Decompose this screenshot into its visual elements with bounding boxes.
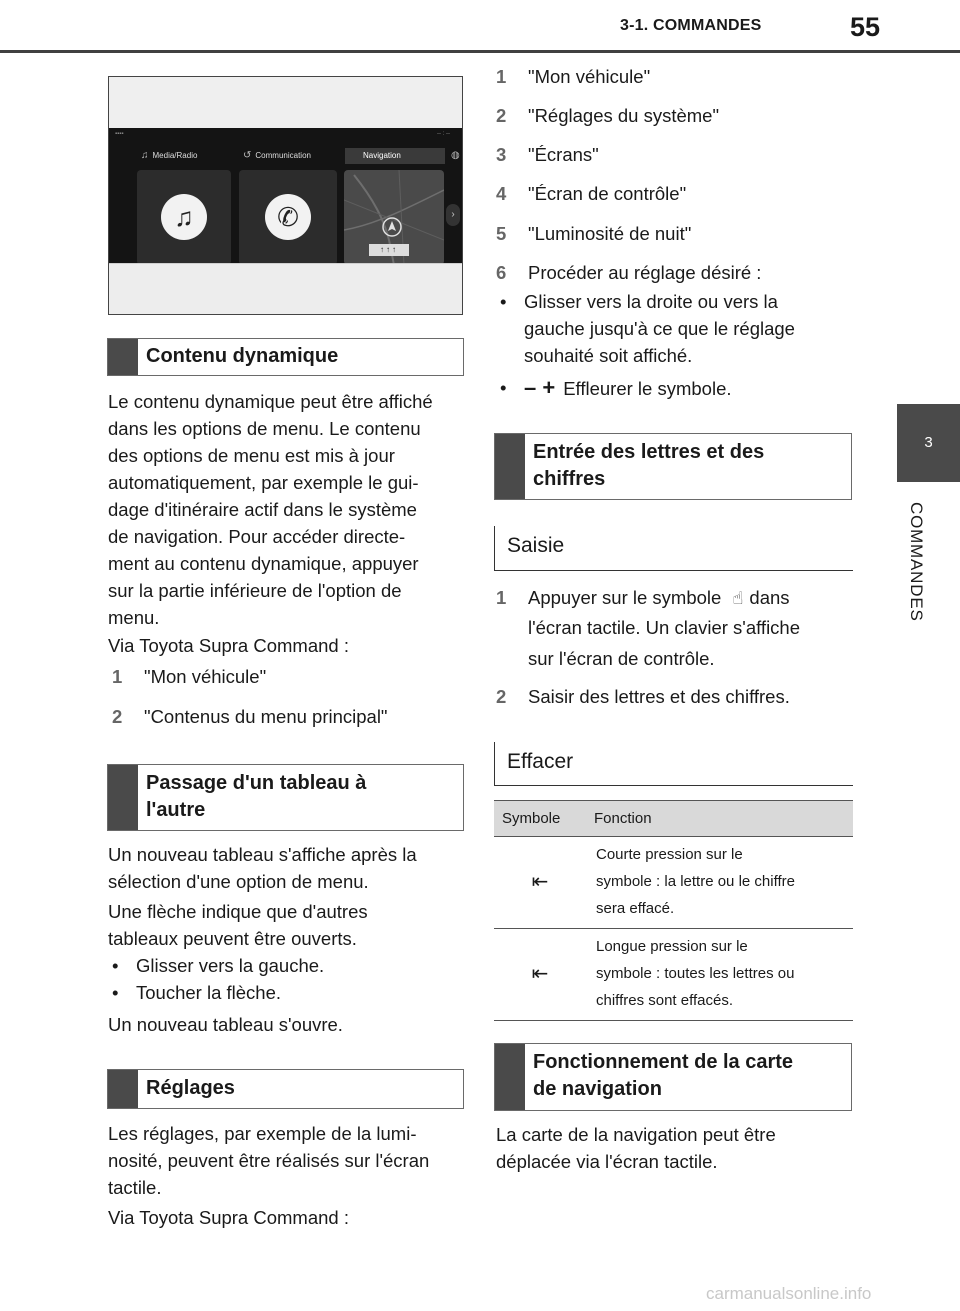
- via-command-2: Via Toyota Supra Command :: [108, 1207, 349, 1228]
- subheading-effacer: Effacer: [494, 742, 853, 786]
- backspace-icon: ⇤: [494, 929, 586, 1021]
- delete-symbols-table: [494, 800, 853, 1021]
- backspace-icon: ⇤: [494, 837, 586, 929]
- heading-reglages: Réglages: [107, 1069, 464, 1109]
- chapter-tab: [897, 404, 960, 482]
- step-item: 2 "Réglages du système": [496, 105, 720, 126]
- heading-bar: [108, 1070, 138, 1108]
- bullet-item: • – + Effleurer le symbole.: [500, 375, 732, 400]
- table-header-symbol: Symbole: [494, 801, 586, 837]
- chapter-number: 3: [924, 434, 933, 451]
- paragraph-table-opens: Un nouveau tableau s'ouvre.: [108, 1014, 343, 1035]
- tab-navigation[interactable]: Navigation: [345, 148, 445, 164]
- step-item: 4 "Écran de contrôle": [496, 183, 687, 204]
- table-header-function: Fonction: [586, 801, 853, 837]
- tab-communication[interactable]: ↺ Communication: [243, 150, 311, 161]
- paragraph-dynamic-content: Le contenu dynamique peut être affiché dans les options de menu. Le contenu des options de menu est mis à jour automatiquement, par exemple le gui- dage d'itinéraire actif dans le système de navigation. Pour accéder directe- ment au contenu dynamique, appuyer sur la partie inférieure de l'option de menu.: [108, 391, 433, 628]
- minus-plus-icon: – +: [524, 375, 556, 400]
- step-item: 1 "Mon véhicule": [496, 66, 651, 87]
- communication-panel[interactable]: [239, 170, 337, 263]
- paragraph-arrow-indicates: Une flèche indique que d'autres tableaux peuvent être ouverts.: [108, 901, 368, 949]
- control-display-screenshot: [108, 76, 463, 315]
- paragraph-new-table: Un nouveau tableau s'affiche après la sélection d'une option de menu.: [108, 844, 417, 892]
- lane-arrows: ↑↑↑: [369, 244, 409, 256]
- step-item: 6 Procéder au réglage désiré :: [496, 262, 762, 283]
- header-rule: [0, 50, 960, 53]
- step-item: 2 Saisir des lettres et des chiffres.: [496, 686, 790, 707]
- screenshot-screen: [109, 128, 462, 263]
- paragraph-settings: Les réglages, par exemple de la lumi- nosité, peuvent être réalisés sur l'écran tactile.: [108, 1123, 430, 1198]
- media-panel[interactable]: [137, 170, 231, 263]
- heading-bar: [495, 1044, 525, 1110]
- step-item: 5 "Luminosité de nuit": [496, 223, 692, 244]
- phone-curve-icon: ↺: [243, 150, 252, 161]
- music-note-icon: ♫: [141, 150, 149, 161]
- step-continuation: l'écran tactile. Un clavier s'affiche: [528, 617, 801, 638]
- heading-bar: [108, 339, 138, 375]
- bullet-item: • Glisser vers la droite ou vers la gauche jusqu'à ce que le réglage souhaité soit affiché.: [500, 291, 795, 366]
- subheading-saisie: Saisie: [494, 526, 853, 571]
- table-row: ⇤ Courte pression sur le symbole : la lettre ou le chiffre sera effacé.: [494, 837, 853, 929]
- paragraph-map: La carte de la navigation peut être déplacée via l'écran tactile.: [496, 1124, 776, 1172]
- watermark: carmanualsonline.info: [706, 1284, 872, 1303]
- heading-bar: [108, 765, 138, 830]
- step-item: 3 "Écrans": [496, 144, 599, 165]
- bullet-item: • Toucher la flèche.: [112, 982, 282, 1003]
- next-panel-arrow-icon[interactable]: ›: [446, 204, 460, 226]
- step-continuation: sur l'écran de contrôle.: [528, 648, 715, 669]
- heading-passage-tableau: Passage d'un tableau à l'autre: [107, 764, 464, 831]
- heading-carte-navigation: Fonctionnement de la carte de navigation: [494, 1043, 852, 1111]
- heading-contenu-dynamique: Contenu dynamique: [107, 338, 464, 376]
- bullet-item: • Glisser vers la gauche.: [112, 955, 325, 976]
- heading-entree-lettres: Entrée des lettres et des chiffres: [494, 433, 852, 500]
- screenshot-top-bezel: [109, 77, 462, 128]
- screenshot-bottom-bezel: [109, 263, 462, 314]
- status-indicator: ▪▪▪▪: [115, 131, 124, 137]
- music-note-icon: ♫: [161, 194, 207, 240]
- status-clock: -- : --: [437, 131, 450, 137]
- chapter-label: COMMANDES: [907, 502, 926, 622]
- table-row: ⇤ Longue pression sur le symbole : toutes les lettres ou chiffres sont effacés.: [494, 929, 853, 1021]
- heading-bar: [495, 434, 525, 499]
- phone-icon: ✆: [265, 194, 311, 240]
- step-item: 1 Appuyer sur le symbole ☝ dans: [496, 587, 790, 608]
- step-item: 1 "Mon véhicule": [112, 666, 267, 687]
- page-number: 55: [850, 12, 881, 42]
- via-command-1: Via Toyota Supra Command :: [108, 635, 349, 656]
- tab-media-radio[interactable]: ♫ Media/Radio: [141, 150, 198, 161]
- globe-icon[interactable]: ◍: [451, 150, 460, 161]
- keyboard-touch-icon: ☝: [732, 588, 744, 608]
- section-header: 3-1. COMMANDES: [620, 17, 762, 34]
- step-item: 2 "Contenus du menu principal": [112, 706, 388, 727]
